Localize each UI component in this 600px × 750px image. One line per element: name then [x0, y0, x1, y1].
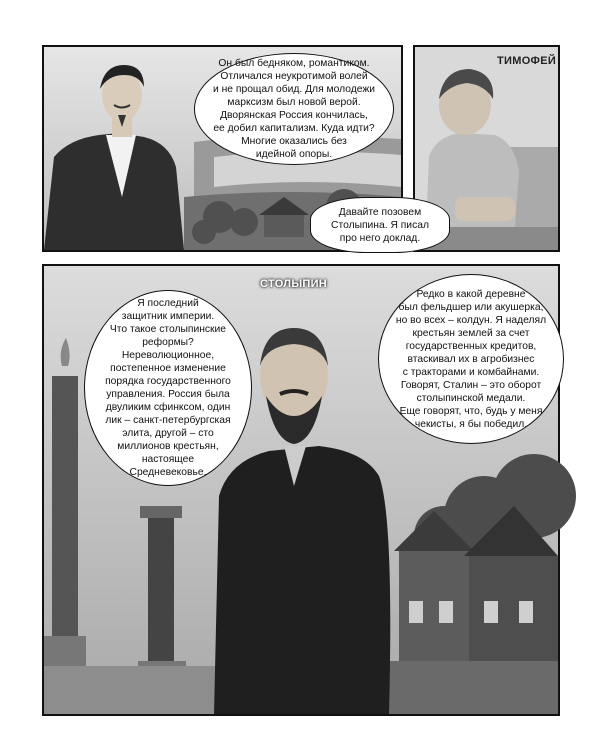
speech-bubble-1-text: Он был бедняком, романтиком. Отличался неукротимой волей и не прощал обид. Для молодежи марксизм был новой верой. Дворянская Россия кончилась, ее добил капитализм. Куда идти? Многие оказались без идейной опоры.	[213, 58, 375, 160]
character-name-timofey: ТИМОФЕЙ	[497, 55, 557, 67]
speech-bubble-3-text: Я последний защитник империи. Что такое столыпинские реформы? Нереволюционное, постепенное изменение порядка государственного управления. Россия была двуликим сфинксом, один лик – санкт-петербургская элита, другой – сто миллионов крестьян, настоящее Средневековье.	[105, 298, 231, 478]
stolypin-figure	[214, 446, 390, 714]
character-name-stolypin: СТОЛЫПИН	[260, 278, 328, 290]
speech-bubble-2-text: Давайте позовем Столыпина. Я писал про него доклад.	[331, 206, 429, 244]
panel-2	[331, 45, 560, 252]
speech-bubble-3	[84, 290, 252, 486]
speech-bubble-4-text: Редко в какой деревне был фельдшер или акушерка, но во всех – колдун. Я наделял крестьян землей за счет государственных кредитов, втаскивал их в агробизнес с тракторами и комбайнами. Говорят, Сталин – это оборот столыпинской медали. Еще говорят, что, будь у меня чекисты, я бы победил.	[395, 288, 547, 430]
panel-3	[42, 264, 560, 716]
speech-bubble-4	[378, 274, 564, 444]
speech-bubble-1	[194, 53, 394, 165]
speech-bubble-2	[310, 197, 450, 253]
